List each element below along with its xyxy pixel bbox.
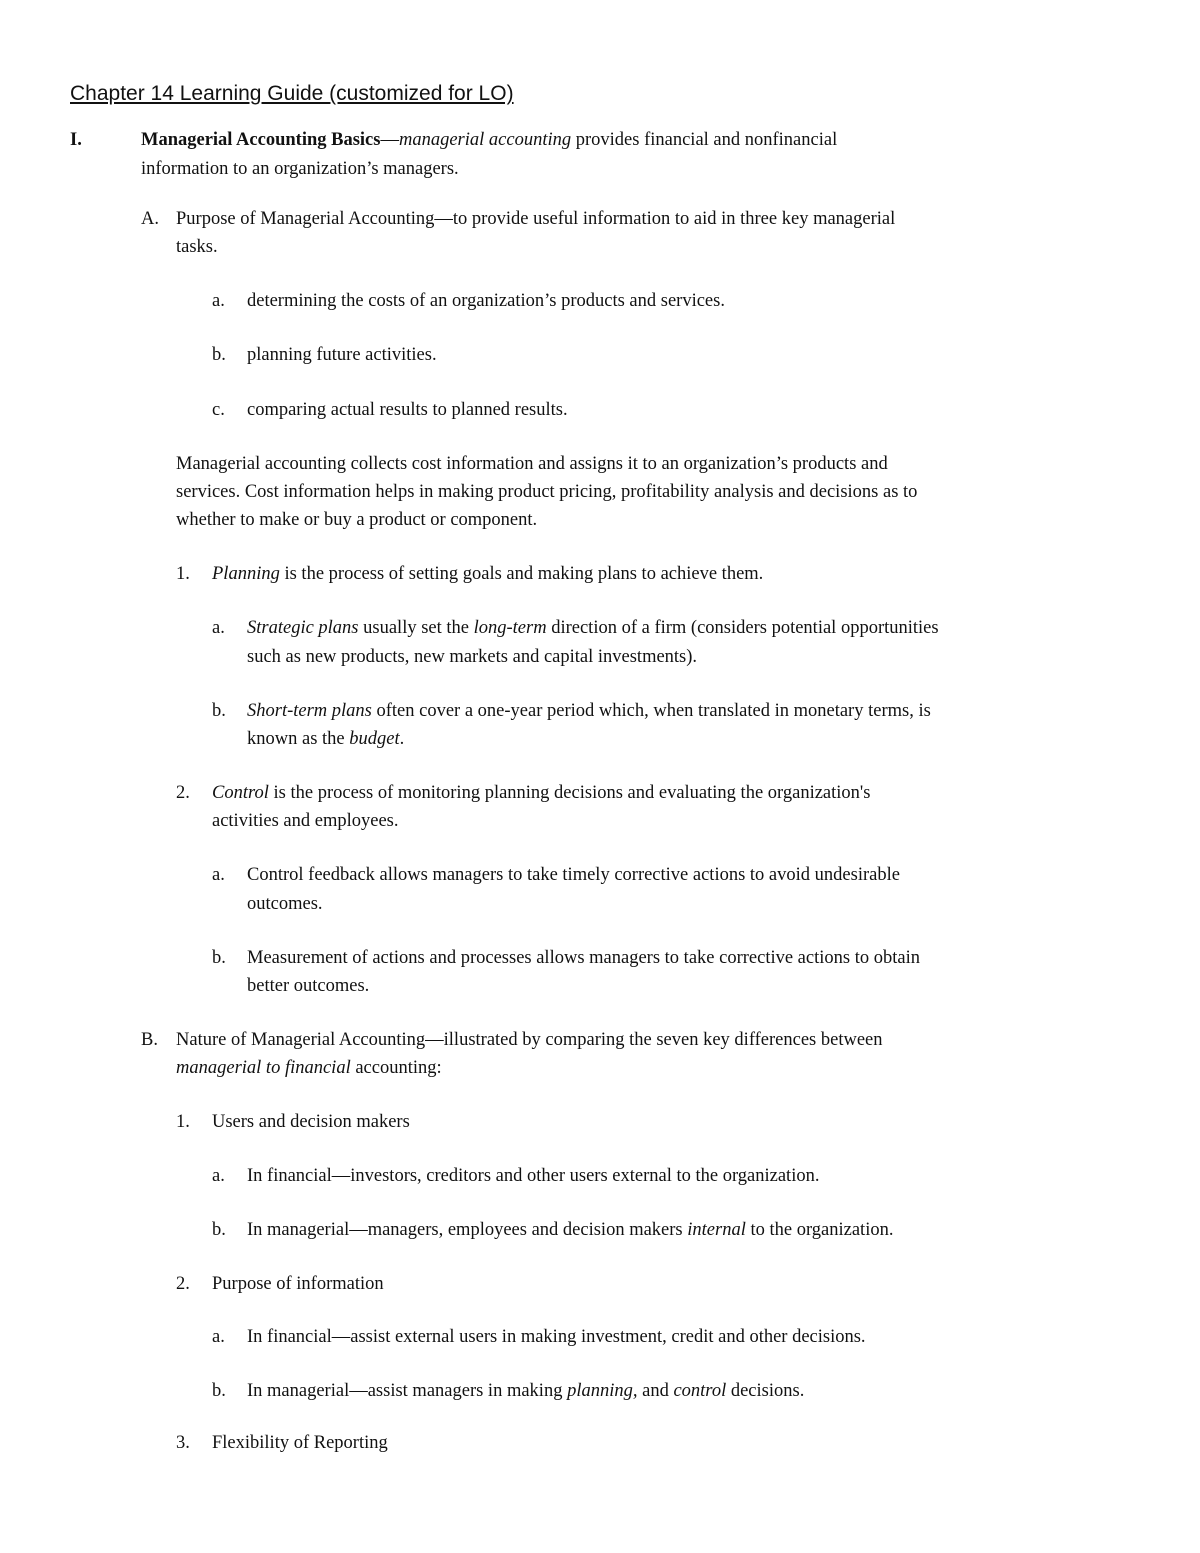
- item-b-text2: accounting:: [350, 1058, 442, 1078]
- budget-term: budget: [349, 729, 400, 749]
- users-a-text: In financial—investors, creditors and other users external to the organization.: [247, 1166, 820, 1186]
- list-item-marker: c.: [212, 400, 225, 420]
- short-term-term: Short-term plans: [247, 701, 372, 721]
- control-a-line1: Control feedback allows managers to take timely corrective actions to avoid undesirable: [247, 865, 900, 885]
- control-text: is the process of monitoring planning decisions and evaluating the organization's: [268, 783, 871, 803]
- section-i-line1: [141, 126, 837, 154]
- section-i-dash: —: [380, 130, 399, 150]
- managerial-financial-term: managerial to financial: [176, 1058, 351, 1078]
- planning-term: Planning: [212, 564, 280, 584]
- planning-marker: 1.: [176, 564, 190, 584]
- item-b-line2: [176, 1054, 442, 1082]
- control-a-marker: a.: [212, 865, 225, 885]
- control-b-line1: Measurement of actions and processes allows managers to take corrective actions to obtain: [247, 948, 920, 968]
- short-term-line1: [247, 697, 931, 725]
- purpose-a-marker: a.: [212, 1327, 225, 1347]
- long-term-term: long-term: [473, 618, 547, 638]
- strategic-text1: usually set the: [358, 618, 474, 638]
- list-item-marker: b.: [212, 345, 226, 365]
- section-i-line2: information to an organization’s managers.: [141, 159, 459, 179]
- purpose-heading: Purpose of information: [212, 1274, 384, 1294]
- item-a-line2: tasks.: [176, 237, 218, 257]
- section-i-term: managerial accounting: [398, 130, 572, 150]
- list-item-text: planning future activities.: [247, 345, 437, 365]
- paragraph-line: Managerial accounting collects cost information and assigns it to an organization’s products and: [176, 454, 888, 474]
- strategic-line2: such as new products, new markets and capital investments).: [247, 647, 698, 667]
- strategic-text2: direction of a firm (considers potential opportunities: [546, 618, 939, 638]
- short-term-period: .: [399, 729, 405, 749]
- users-b-line: [247, 1216, 893, 1244]
- purpose-b-text3: decisions.: [726, 1381, 805, 1401]
- control-b-line2: better outcomes.: [247, 976, 370, 996]
- item-a-marker: A.: [141, 209, 159, 229]
- users-marker: 1.: [176, 1112, 190, 1132]
- paragraph-line: services. Cost information helps in making product pricing, profitability analysis and decisions as to: [176, 482, 918, 502]
- paragraph-line: whether to make or buy a product or component.: [176, 510, 538, 530]
- purpose-b-text1: In managerial—assist managers in making: [247, 1381, 568, 1401]
- item-a-line1: Purpose of Managerial Accounting—to provide useful information to aid in three key managerial: [176, 209, 896, 229]
- users-a-marker: a.: [212, 1166, 225, 1186]
- control-b-marker: b.: [212, 948, 226, 968]
- purpose-b-marker: b.: [212, 1381, 226, 1401]
- flexibility-marker: 3.: [176, 1433, 190, 1453]
- section-i-marker: I.: [70, 130, 82, 150]
- flexibility-heading: Flexibility of Reporting: [212, 1433, 388, 1453]
- control-a-line2: outcomes.: [247, 894, 323, 914]
- users-b-text1: In managerial—managers, employees and decision makers: [247, 1220, 688, 1240]
- users-b-text2: to the organization.: [745, 1220, 894, 1240]
- users-b-marker: b.: [212, 1220, 226, 1240]
- planning-term-inline: planning,: [567, 1381, 638, 1401]
- purpose-b-text2: and: [637, 1381, 674, 1401]
- control-term-inline: control: [673, 1381, 727, 1401]
- short-term-text1: often cover a one-year period which, when translated in monetary terms, is: [371, 701, 931, 721]
- users-heading: Users and decision makers: [212, 1112, 410, 1132]
- short-term-line2: [247, 725, 404, 753]
- short-term-text2: known as the: [247, 729, 350, 749]
- item-b-line1: Nature of Managerial Accounting—illustrated by comparing the seven key differences between: [176, 1030, 883, 1050]
- strategic-line1: [247, 614, 939, 642]
- planning-line: [212, 560, 763, 588]
- purpose-b-line: [247, 1377, 804, 1405]
- control-line2: activities and employees.: [212, 811, 399, 831]
- purpose-a-text: In financial—assist external users in making investment, credit and other decisions.: [247, 1327, 866, 1347]
- purpose-marker: 2.: [176, 1274, 190, 1294]
- list-item-marker: a.: [212, 291, 225, 311]
- short-term-marker: b.: [212, 701, 226, 721]
- list-item-text: comparing actual results to planned results.: [247, 400, 568, 420]
- page-title: Chapter 14 Learning Guide (customized for LO): [70, 82, 514, 105]
- control-line1: [212, 779, 870, 807]
- control-marker: 2.: [176, 783, 190, 803]
- planning-text: is the process of setting goals and making plans to achieve them.: [279, 564, 764, 584]
- internal-term: internal: [687, 1220, 746, 1240]
- list-item-text: determining the costs of an organization’s products and services.: [247, 291, 725, 311]
- item-b-marker: B.: [141, 1030, 158, 1050]
- strategic-marker: a.: [212, 618, 225, 638]
- strategic-term: Strategic plans: [247, 618, 359, 638]
- section-i-heading: Managerial Accounting Basics: [141, 130, 381, 150]
- section-i-text1: provides financial and nonfinancial: [571, 130, 838, 150]
- control-term: Control: [212, 783, 269, 803]
